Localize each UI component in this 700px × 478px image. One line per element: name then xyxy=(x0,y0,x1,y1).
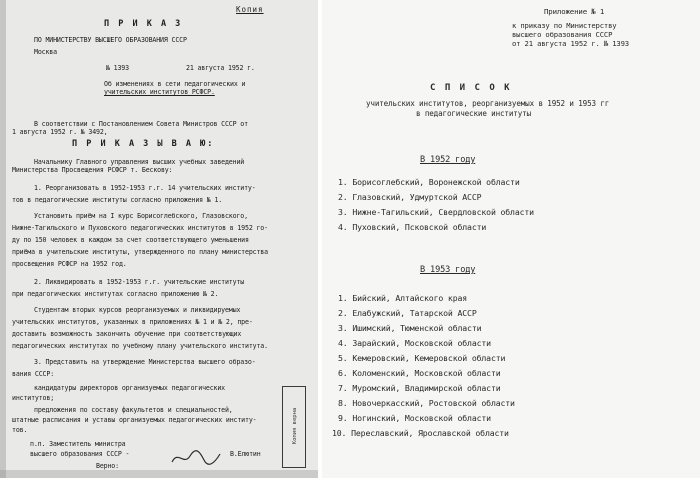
scan-edge-bottom xyxy=(0,470,318,478)
paragraph-1-line-5: ду по 150 человек в каждом за счет соответствующего уменьшения xyxy=(12,236,249,244)
list-subtitle-1: учительских институтов, реорганизуемых в 1952 и 1953 гг xyxy=(366,99,610,108)
preamble-line-2: 1 августа 1952 г. № 3492, xyxy=(12,128,108,136)
paragraph-3-line-2: вания СССР: xyxy=(12,370,55,378)
order-date: 21 августа 1952 г. xyxy=(186,64,255,72)
signatory-name: В.Елютин xyxy=(230,450,261,458)
scan-edge xyxy=(0,0,6,478)
paragraph-2-line-5: доставить возможность закончить обучение при соответствующих xyxy=(12,330,242,338)
year-1953-heading: В 1953 году xyxy=(420,265,476,275)
signature-scribble xyxy=(170,448,222,468)
city: Москва xyxy=(34,48,57,56)
paragraph-3-line-1: 3. Представить на утверждение Министерства высшего образо- xyxy=(34,358,256,366)
list-item: 4. Зарайский, Московской области xyxy=(338,338,491,348)
paragraph-2-line-1: 2. Ликвидировать в 1952-1953 г.г. учительские институты xyxy=(34,278,245,286)
year-1952-heading: В 1952 году xyxy=(420,155,476,165)
addressee-line-1: Начальнику Главного управления высших учебных заведений xyxy=(34,158,245,166)
paragraph-1-line-2: тов в педагогические институты согласно приложения № 1. xyxy=(12,196,223,204)
list-item: 4. Пуховский, Псковской области xyxy=(338,222,487,232)
list-item: 1. Борисоглебский, Воронежской области xyxy=(338,177,520,187)
order-number: № 1393 xyxy=(106,64,129,72)
signatory-title-1: п.п. Заместитель министра xyxy=(30,440,126,448)
paragraph-3-line-7: тов. xyxy=(12,426,28,434)
paragraph-1-line-1: 1. Реорганизовать в 1952-1953 г.г. 14 учительских институ- xyxy=(34,184,256,192)
order-page xyxy=(0,0,318,478)
list-item: 1. Бийский, Алтайского края xyxy=(338,293,468,303)
paragraph-3-line-6: штатные расписания и уставы организуемых педагогических институ- xyxy=(12,416,257,424)
paragraph-1-line-7: просвещения РСФСР на 1952 год. xyxy=(12,260,127,268)
appendix-line-2: высшего образования СССР xyxy=(512,30,613,39)
certification-stamp xyxy=(282,386,306,468)
paragraph-3-line-4: институтов; xyxy=(12,394,55,402)
paragraph-1-line-4: Нижне-Тагильского и Пуховского педагогических институтов в 1952 го- xyxy=(12,224,268,232)
paragraph-3-line-3: кандидатуры директоров организуемых педагогических xyxy=(34,384,225,392)
preamble-line-1: В соответствии с Постановлением Совета Министров СССР от xyxy=(34,120,248,128)
addressee-line-2: Министерства Просвещения РСФСР т. Бескову: xyxy=(12,166,173,174)
list-item: 8. Новочеркасский, Ростовской области xyxy=(338,398,515,408)
list-item: 10. Переславский, Ярославской области xyxy=(332,428,509,438)
subject-line-2: учительских институтов РСФСР. xyxy=(104,88,215,96)
paragraph-2-line-4: учительских институтов, указанных в приложениях № 1 и № 2, пре- xyxy=(12,318,253,326)
list-item: 3. Нижне-Тагильский, Свердловской области xyxy=(338,207,534,217)
list-subtitle-2: в педагогические институты xyxy=(416,109,531,118)
subject-line-1: Об изменениях в сети педагогических и xyxy=(104,80,246,88)
list-item: 7. Муромский, Владимирской области xyxy=(338,383,501,393)
order-title: П Р И К А З xyxy=(104,19,183,29)
signatory-title-2: высшего образования СССР - xyxy=(30,450,130,458)
paragraph-1-line-3: Установить приём на I курс Борисоглебского, Глазовского, xyxy=(34,212,248,220)
appendix-line-3: от 21 августа 1952 г. № 1393 xyxy=(512,39,629,48)
appendix-title: Приложение № 1 xyxy=(544,7,605,16)
paragraph-3-line-5: предложения по составу факультетов и специальностей, xyxy=(34,406,233,414)
appendix-line-1: к приказу по Министерству xyxy=(512,21,617,30)
list-item: 6. Коломенский, Московской области xyxy=(338,368,501,378)
list-item: 9. Ногинский, Московской области xyxy=(338,413,491,423)
certified-label: Верно: xyxy=(96,462,119,470)
paragraph-1-line-6: приёма в учительские институты, утвержденного по плану министерства xyxy=(12,248,268,256)
copy-label: Копия xyxy=(236,5,264,14)
paragraph-2-line-2: при педагогических институтах согласно приложению № 2. xyxy=(12,290,219,298)
stamp-text: Копия верна xyxy=(292,407,298,445)
list-item: 2. Глазовский, Удмуртской АССР xyxy=(338,192,482,202)
list-item: 3. Ишимский, Тюменской области xyxy=(338,323,482,333)
list-title: С П И С О К xyxy=(430,83,512,93)
paragraph-2-line-6: педагогических институтах по учебному плану учительского института. xyxy=(12,342,268,350)
list-item: 2. Елабужский, Татарской АССР xyxy=(338,308,477,318)
appendix-page xyxy=(322,0,700,478)
list-item: 5. Кемеровский, Кемеровской области xyxy=(338,353,506,363)
paragraph-2-line-3: Студентам вторых курсов реорганизуемых и ликвидируемых xyxy=(34,306,241,314)
ministry-line: ПО МИНИСТЕРСТВУ ВЫСШЕГО ОБРАЗОВАНИЯ СССР xyxy=(34,36,187,44)
command-heading: П Р И К А З Ы В А Ю: xyxy=(72,139,215,149)
